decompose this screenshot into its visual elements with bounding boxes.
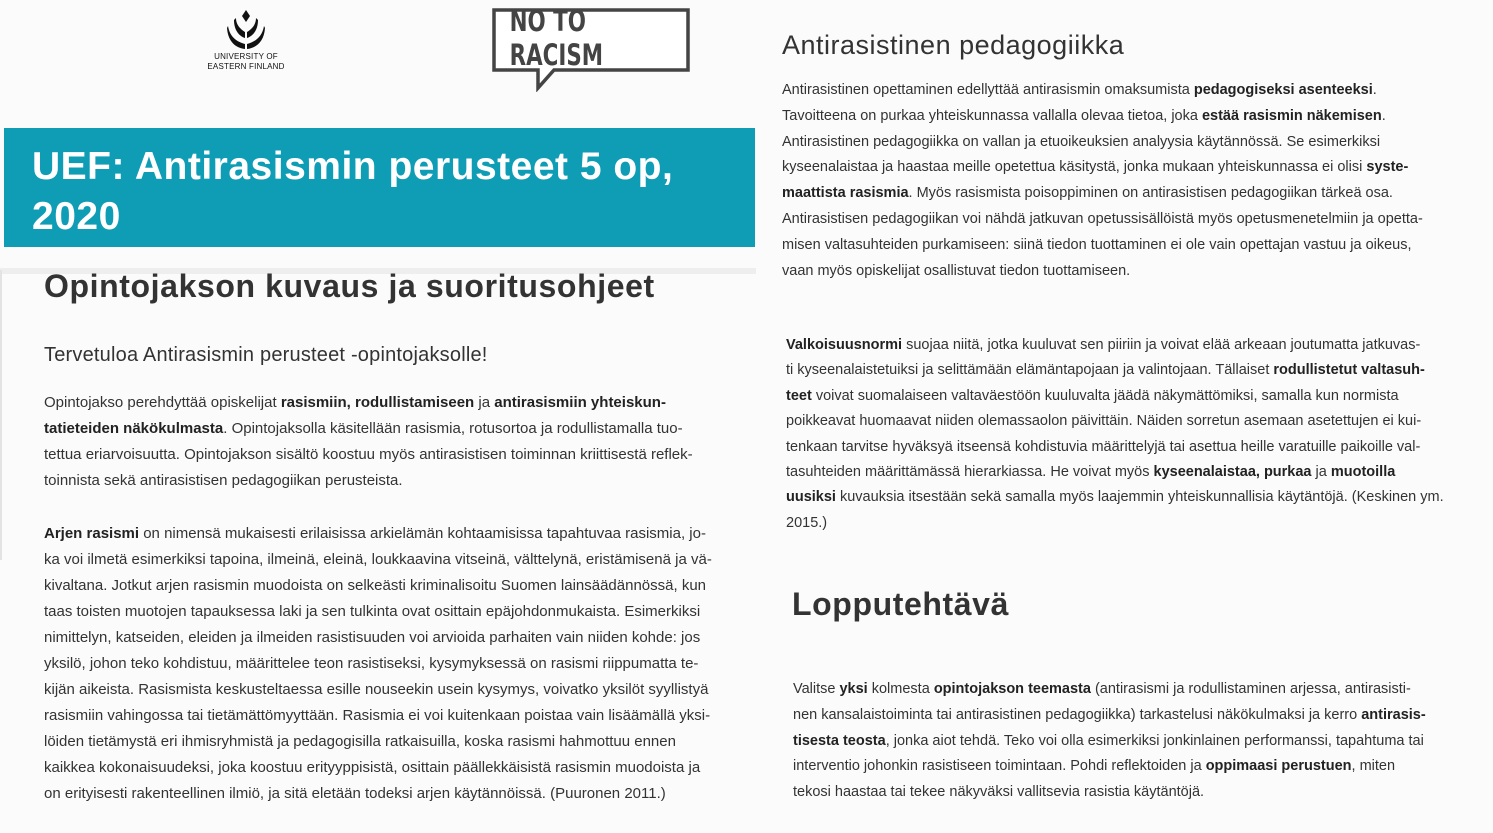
text-run: yksilö, johon teko kohdistuu, määrittelee teon rasistiseksi, kysymyksessä on rasismi riippumatta te- [44,655,699,672]
section-title-description: Opintojakson kuvaus ja suoritusohjeet [44,268,655,304]
text-line [44,573,734,599]
text-line [793,729,1478,755]
edge-divider [0,270,2,560]
text-run: Tavoitteena on purkaa yhteiskunnassa vallalla olevaa tietoa, joka [782,107,1202,124]
paragraph-final-task [793,677,1478,806]
text-run: tekosi haastaa tai tekee näkyväksi vallitsevia rasistia käytäntöjä. [793,784,1205,801]
paragraph-pedagogy [782,78,1472,284]
text-run: kolmesta [867,681,934,697]
emphasis-text: antirasismiin yhteiskun- [494,394,666,411]
text-run: Antirasistinen opettaminen edellyttää antirasismin omaksumista [782,82,1194,98]
emphasis-text: Valkoisuusnormi [786,337,903,353]
text-run: 2015.) [786,514,828,531]
text-line [782,207,1472,233]
text-run: , miten [1351,758,1396,775]
text-line [786,435,1472,460]
emphasis-text: syste- [1366,159,1409,176]
text-line [44,390,734,416]
text-line [44,625,734,651]
text-line [44,547,734,573]
text-line [44,755,734,781]
uef-name: UNIVERSITY OF EASTERN FINLAND [207,52,285,71]
text-line [782,181,1472,207]
text-line [44,442,734,468]
text-run: kuvauksia itsestään sekä samalla myös laajemmin yhteiskunnallisia käytäntöjä. (Keskinen ym. [835,489,1444,506]
text-line [782,104,1472,130]
uef-emblem-icon [226,8,266,50]
text-run: kijän aikeista. Rasismista keskusteltaessa esille nouseekin usein kysymys, voivatko yksilöt syyllistyä [44,681,709,698]
text-run: . Myös rasismista poisoppiminen on antirasistisen pedagogiikan tärkeä osa. [908,185,1393,202]
text-run: . [1381,107,1386,124]
text-line [44,703,734,729]
text-line [793,703,1478,729]
emphasis-text: antirasis- [1361,706,1426,723]
text-run: on erityisesti rakenteellinen ilmiö, ja sitä eletään todeksi arjen käytännöissä. (Puuronen 2011.) [44,785,666,802]
text-line [44,729,734,755]
text-run: nen kansalaistoiminta tai antirasistinen pedagogiikka) tarkastelusi näkökulmaksi ja kerro [793,706,1362,723]
paragraph-everyday-racism [44,521,734,807]
text-run: ja [474,394,495,411]
text-run: löiden tietämystä eri ihmisryhmistä ja pedagogisilla ratkaisuilla, koska rasismi hahmottuu ennen [44,733,676,750]
emphasis-text: estää rasismin näkemisen [1201,107,1382,124]
emphasis-text: rasismiin, rodullistamiseen [280,394,475,411]
text-run: kyseenalaistaa ja haastaa meille opetettua käsitystä, jonka mukaan yhteiskunnassa ei olisi [782,159,1367,176]
text-line [786,333,1472,358]
text-run: ja [1311,464,1331,481]
text-run: Opintojakso perehdyttää opiskelijat [44,394,281,411]
text-run: rasismiin vahingossa tai tietämättömyyttään. Rasismia ei voi kuitenkaan poistaa vain lisäämällä yksi- [44,707,711,724]
paragraph-whiteness-norm [786,333,1472,536]
text-run: kaikkea kokonaisuudeksi, joka koostuu erityyppisistä, osittain päällekkäisistä rasismin muodoista ja [44,759,701,776]
text-line [44,651,734,677]
text-run: vaan myös opiskelijat osallistuvat tiedon tuottamiseen. [782,262,1131,279]
text-line [786,409,1472,434]
text-run: on nimensä mukaisesti erilaisissa arkielämän kohtaamisissa tapahtuvaa rasismia, jo- [139,525,706,542]
course-banner [4,128,755,247]
emphasis-text: muotoilla [1330,464,1396,481]
emphasis-text: opintojakson teemasta [933,681,1091,697]
emphasis-text: yksi [839,681,868,697]
text-line [786,485,1472,510]
text-line [793,677,1478,703]
text-run: tettua eriarvoisuutta. Opintojakson sisältö koostuu myös antirasistisen toiminnan kriittisestä reflek- [44,446,693,463]
text-line [44,521,734,547]
text-run: . Opintojaksolla käsitellään rasismia, rotusortoa ja rodullistamalla tuo- [223,420,683,437]
text-line [793,754,1478,780]
section-title-pedagogy: Antirasistinen pedagogiikka [782,30,1125,60]
text-run: poikkeavat huomaavat niiden olemassaolon päivittäin. Näiden sorretun asemaan asetettujen ei kui- [786,413,1422,430]
text-run: taas toisten muotojen tapauksessa laki ja sen tulkinta ovat osittain epäjohdonmukaista. Esimerkiksi [44,603,701,620]
emphasis-text: Arjen rasismi [44,525,140,542]
text-line [782,130,1472,156]
text-run: , jonka aiot tehdä. Teko voi olla esimerkiksi jonkinlainen performanssi, tapahtuma tai [885,732,1424,749]
text-line [44,468,734,494]
text-run: ti kyseenalaistetuiksi ja selittämään elämäntapojaan ja valintojaan. Tällaiset [786,362,1274,379]
emphasis-text: tatieteiden näkökulmasta [44,420,224,437]
text-run: nimittelyn, katseiden, eleiden ja ilmeiden rasistisuuden voi arvioida parhaiten vain niiden kohde: jos [44,629,701,646]
text-line [782,233,1472,259]
welcome-text: Tervetuloa Antirasismin perusteet -opintojaksolle! [44,344,488,366]
emphasis-text: oppimaasi perustuen [1205,758,1352,775]
emphasis-text: tisesta teosta [793,732,886,749]
text-run: Antirasistisen pedagogiikan voi nähdä jatkuvan opetussisällöistä myös opetusmenetelmiin ja opetta- [782,210,1423,227]
text-line [786,358,1472,383]
text-line [782,155,1472,181]
banner-title-line2: 2020 [32,195,121,238]
text-line [793,780,1478,806]
text-run: toinnista sekä antirasistisen pedagogiikan perusteista. [44,472,403,489]
emphasis-text: pedagogiseksi asenteeksi [1193,82,1373,98]
emphasis-text: teet [786,387,812,404]
emphasis-text: uusiksi [786,489,836,506]
text-line [44,781,734,807]
text-run: tenkaan tarvitse hyväksyä itseensä kohdistuvia määrittelyjä tai asettua heille varatuille paikoille val- [786,438,1421,455]
text-run: misen valtasuhteiden purkamiseen: siinä tiedon tuottaminen ei ole vain opettajan vastuu ja oikeus, [782,236,1412,253]
banner-title-line1: UEF: Antirasismin perusteet 5 op, [32,145,674,188]
text-run: tasuhteiden määrittämässä hierarkiassa. He voivat myös [786,464,1154,481]
text-run: ka voi ilmetä esimerkiksi tapoina, ilmeinä, eleinä, loukkaavina vitseinä, välttelynä, eristämisenä ja vä- [44,551,712,568]
paragraph-intro [44,390,734,494]
no-to-racism-logo [492,4,692,97]
text-line [786,460,1472,485]
text-run: (antirasismi ja rodullistaminen arjessa, antirasisti- [1090,681,1411,697]
text-run: suojaa niitä, jotka kuuluvat sen piiriin ja voivat elää arkeaan joutumatta jatkuvas- [902,337,1421,353]
text-line [782,78,1472,104]
text-run: interventio johonkin rasistiseen toimintaan. Pohdi reflektoiden ja [793,758,1206,775]
text-run: Antirasistinen pedagogiikka on vallan ja etuoikeuksien analyysia käytännössä. Se esimerkiksi [782,133,1381,150]
section-title-final-task: Lopputehtävä [792,586,1009,622]
text-line [786,384,1472,409]
text-line [782,259,1472,285]
text-run: Valitse [793,681,840,697]
text-line [44,677,734,703]
emphasis-text: maattista rasismia [782,185,909,202]
uef-logo [196,8,296,71]
text-run: . [1372,82,1377,98]
text-line [44,599,734,625]
text-line [44,416,734,442]
text-run: kivaltana. Jotkut arjen rasismin muodoista on selkeästi kriminalisoitu Suomen lainsäädännössä, kun [44,577,707,594]
no-to-racism-text: NO TO RACISM [509,4,604,72]
text-line [786,511,1472,536]
emphasis-text: rodullistetut valtasuh- [1273,362,1425,379]
emphasis-text: kyseenalaistaa, purkaa [1153,464,1312,481]
text-run: voivat suomalaiseen valtaväestöön kuuluvalta jäädä näkymättömiksi, samalla kun normista [811,387,1399,404]
